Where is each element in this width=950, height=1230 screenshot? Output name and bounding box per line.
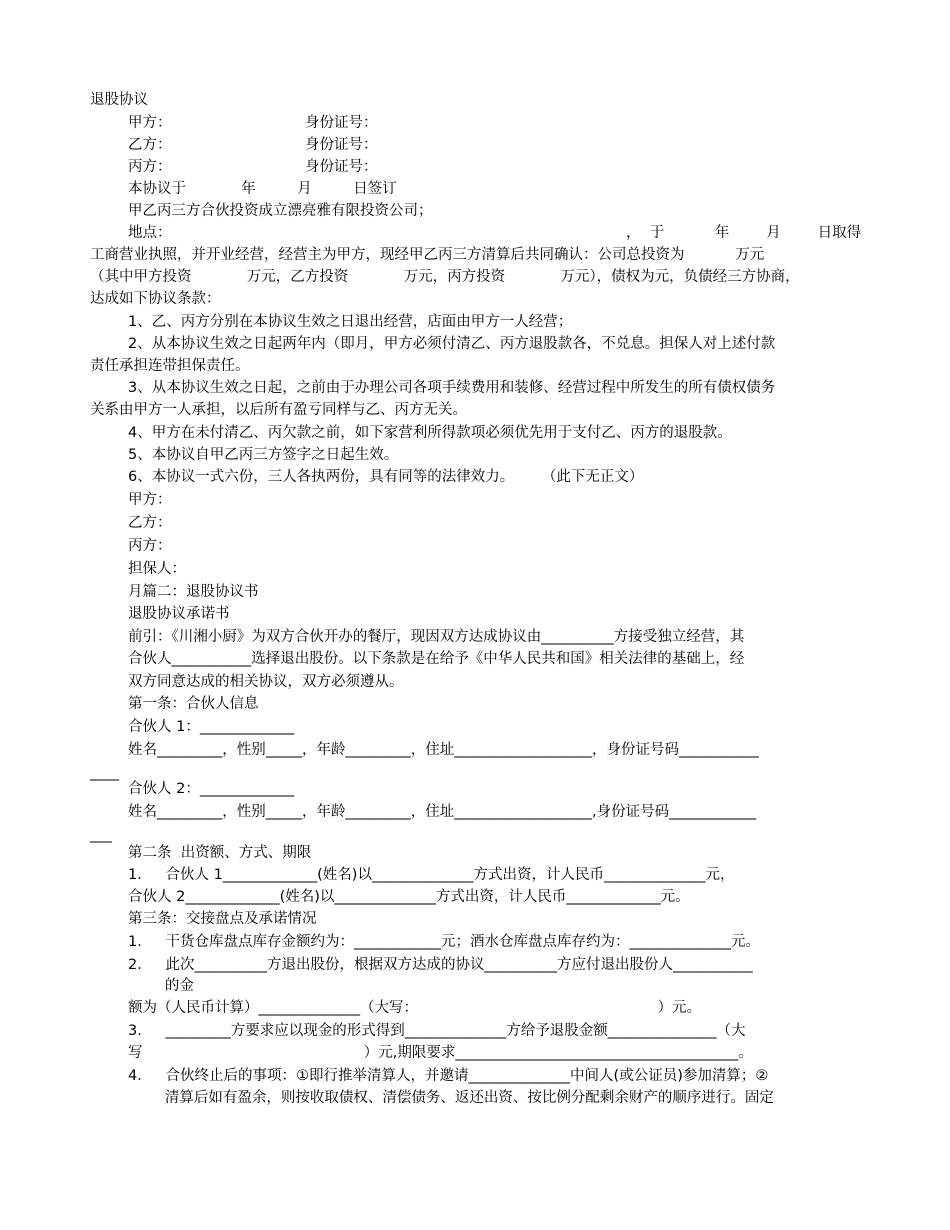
address-label: 地点： [128, 225, 172, 241]
party-c-label: 丙方： [128, 159, 172, 175]
article-3-item4-line1: 4． 合伙终止后的事项：①即行推举清算人，并邀请______________中间人(或公证员)参加清算；② [128, 1068, 769, 1084]
party-b-id-label: 身份证号： [305, 137, 378, 153]
article-2-title: 第二条 出资额、方式、期限 [128, 845, 312, 861]
partner-2-heading: 合伙人 2：_____________ [128, 781, 295, 797]
article-3-item3-line1: 3． _________方要求应以现金的形式得到______________方给予退股金额_______________（大 [128, 1023, 746, 1039]
preface-line3: 双方同意达成的相关协议，双方必须遵从。 [128, 674, 404, 690]
clause-2-line2: 责任承担连带担保责任。 [90, 358, 250, 374]
article-3-item2-line1: 2． 此次__________方退出股份，根据双方达成的协议__________方应付退出股份人___________ [128, 957, 753, 973]
article-3-item3-line2: 写 ）元,期限要求_______________________________________。 [128, 1045, 753, 1061]
article-3-title: 第三条：交接盘点及承诺情况 [128, 911, 317, 927]
purpose: 甲乙丙三方合伙投资成立漂亮雅有限投资公司； [128, 203, 433, 219]
partner-2-info: 姓名_________，性别_____，年龄_________，住址___________________,身份证号码____________ [128, 804, 757, 820]
article-1-title: 第一条：合伙人信息 [128, 696, 259, 712]
article-3-item2-line2: 的金 [128, 978, 194, 994]
party-c-id-label: 身份证号： [305, 159, 378, 175]
clause-2-line1: 2、从本协议生效之日起两年内（即月，甲方必须付清乙、丙方退股款各，不兑息。担保人对上述付款 [128, 336, 776, 352]
partner-1-info: 姓名_________，性别_____，年龄_________，住址___________________，身份证号码___________ [128, 742, 759, 758]
preface-line2: 合伙人___________选择退出股份。以下条款是在给予《中华人民共和国》相关法律的基础上，经 [128, 651, 745, 667]
signature-a: 甲方： [128, 492, 172, 508]
article-2-item1-line1: 1． 合伙人 1_____________(姓名)以______________方式出资，计人民币______________元， [128, 867, 735, 883]
signature-b: 乙方： [128, 515, 172, 531]
signature-c: 丙方： [128, 538, 172, 554]
partner-2-info-tail: ___ [90, 827, 112, 843]
clause-4: 4、甲方在未付清乙、丙欠款之前，如下家营利所得款项必须优先用于支付乙、丙方的退股款。 [128, 425, 732, 441]
address-date: ， 于 年 月 日取得 [626, 225, 862, 241]
article-3-item2-line3: 额为（人民币计算）______________（大写： ）元。 [128, 1000, 702, 1016]
commitment-title: 退股协议承诺书 [128, 606, 230, 622]
article-3-item1: 1． 干货仓库盘点库存金额约为：____________元；酒水仓库盘点库存约为：______________元。 [128, 934, 761, 950]
clause-3-line1: 3、从本协议生效之日起，之前由于办理公司各项手续费用和装修、经营过程中所发生的所有债权债务 [128, 380, 776, 396]
para1-line3: （其中甲方投资 万元，乙方投资 万元，丙方投资 万元），债权为元，负债经三方协商， [90, 269, 800, 285]
clause-6: 6、本协议一式六份，三人各执两份，具有同等的法律效力。 （此下无正文） [128, 469, 644, 485]
signature-guarantor: 担保人： [128, 561, 186, 577]
partner-1-heading: 合伙人 1：_____________ [128, 719, 295, 735]
party-a-id-label: 身份证号： [305, 115, 378, 131]
clause-1: 1、乙、丙方分别在本协议生效之日退出经营，店面由甲方一人经营； [128, 314, 573, 330]
chapter-2-heading: 月篇二：退股协议书 [128, 584, 259, 600]
partner-1-info-tail: ____ [90, 765, 119, 781]
article-3-item4-line2: 清算后如有盈余，则按收取债权、清偿债务、返还出资、按比例分配剩余财产的顺序进行。固定 [128, 1090, 774, 1106]
party-a-label: 甲方： [128, 115, 172, 131]
sign-date: 本协议于 年 月 日签订 [128, 181, 397, 197]
document-title: 退股协议 [90, 92, 148, 108]
clause-5: 5、本协议自甲乙丙三方签字之日起生效。 [128, 447, 399, 463]
article-2-item1-line2: 合伙人 2_____________(姓名)以______________方式出资，计人民币_____________元。 [128, 889, 690, 905]
preface-line1: 前引：《川湘小厨》为双方合伙开办的餐厅，现因双方达成协议由__________方接受独立经营，其 [128, 629, 745, 645]
clause-3-line2: 关系由甲方一人承担，以后所有盈亏同样与乙、丙方无关。 [90, 402, 467, 418]
para1-line4: 达成如下协议条款： [90, 291, 221, 307]
para1-line2: 工商营业执照，并开业经营，经营主为甲方，现经甲乙丙三方清算后共同确认：公司总投资为 万元 [90, 247, 765, 263]
party-b-label: 乙方： [128, 137, 172, 153]
